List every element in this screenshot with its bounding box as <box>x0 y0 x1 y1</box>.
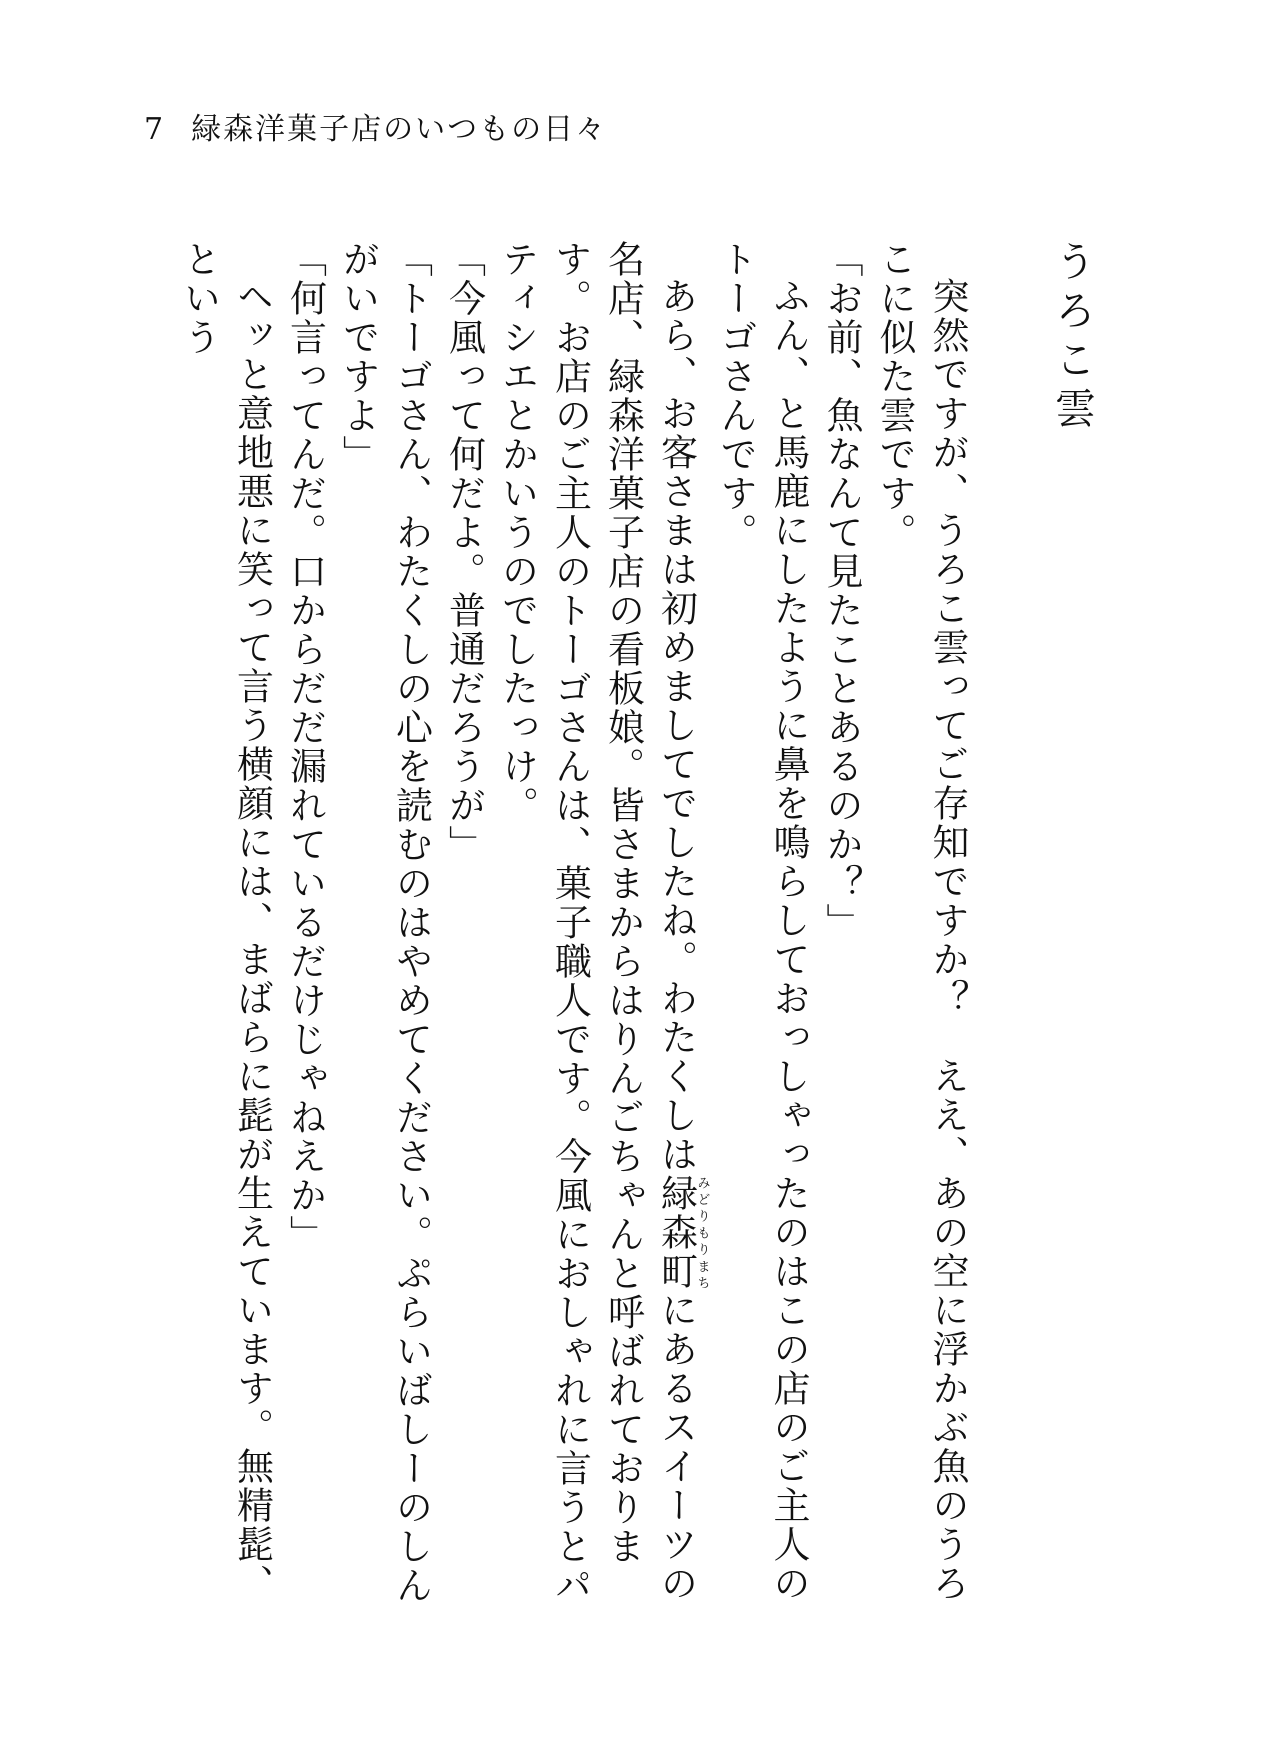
book-title: 緑森洋菓子店のいつもの日々 <box>191 112 608 147</box>
paragraph-6: 「トーゴさん、わたくしの心を読むのはやめてください。ぷらいばしーのしんがいですよ」 <box>336 240 433 1605</box>
chapter-title: うろこ雲 <box>1048 240 1096 436</box>
paragraph-4-before: あら、お客さまは初めましてでしたね。わたくしは <box>654 277 698 1174</box>
running-header <box>144 108 607 152</box>
paragraph-7: 「何言ってんだ。口からだだ漏れているだけじゃねえか」 <box>283 240 327 1254</box>
paragraph-8: ヘッと意地悪に笑って言う横顔には、まばらに髭が生えています。無精髭、という <box>177 240 274 1603</box>
page-number: 7 <box>144 112 166 147</box>
paragraph-3: ふん、と馬鹿にしたように鼻を鳴らしておっしゃったのはこの店のご主人のトーゴさんです。 <box>714 240 810 1603</box>
paragraph-1: 突然ですが、うろこ雲ってご存知ですか？ ええ、あの空に浮かぶ魚のうろこに似た雲です。 <box>873 240 969 1603</box>
paragraph-2: 「お前、魚なんて見たことあるのか？」 <box>820 240 863 942</box>
ruby-reading: みどりもりまち <box>694 1174 710 1291</box>
furigana-word <box>654 1174 710 1291</box>
paragraph-5: 「今風って何だよ。普通だろうが」 <box>442 240 486 864</box>
paragraph-4-after: にあるスイーツの名店、緑森洋菓子店の看板娘。皆さまからはりんごちゃんと呼ばれております。お店のご主人のトーゴさんは、菓子職人です。今風におしゃれに言うとパティシエとかいうのでしたっけ。 <box>495 240 698 1605</box>
body-text <box>177 240 974 1630</box>
paragraph-4 <box>491 240 710 1630</box>
ruby-base: 緑森町 <box>654 1174 698 1291</box>
